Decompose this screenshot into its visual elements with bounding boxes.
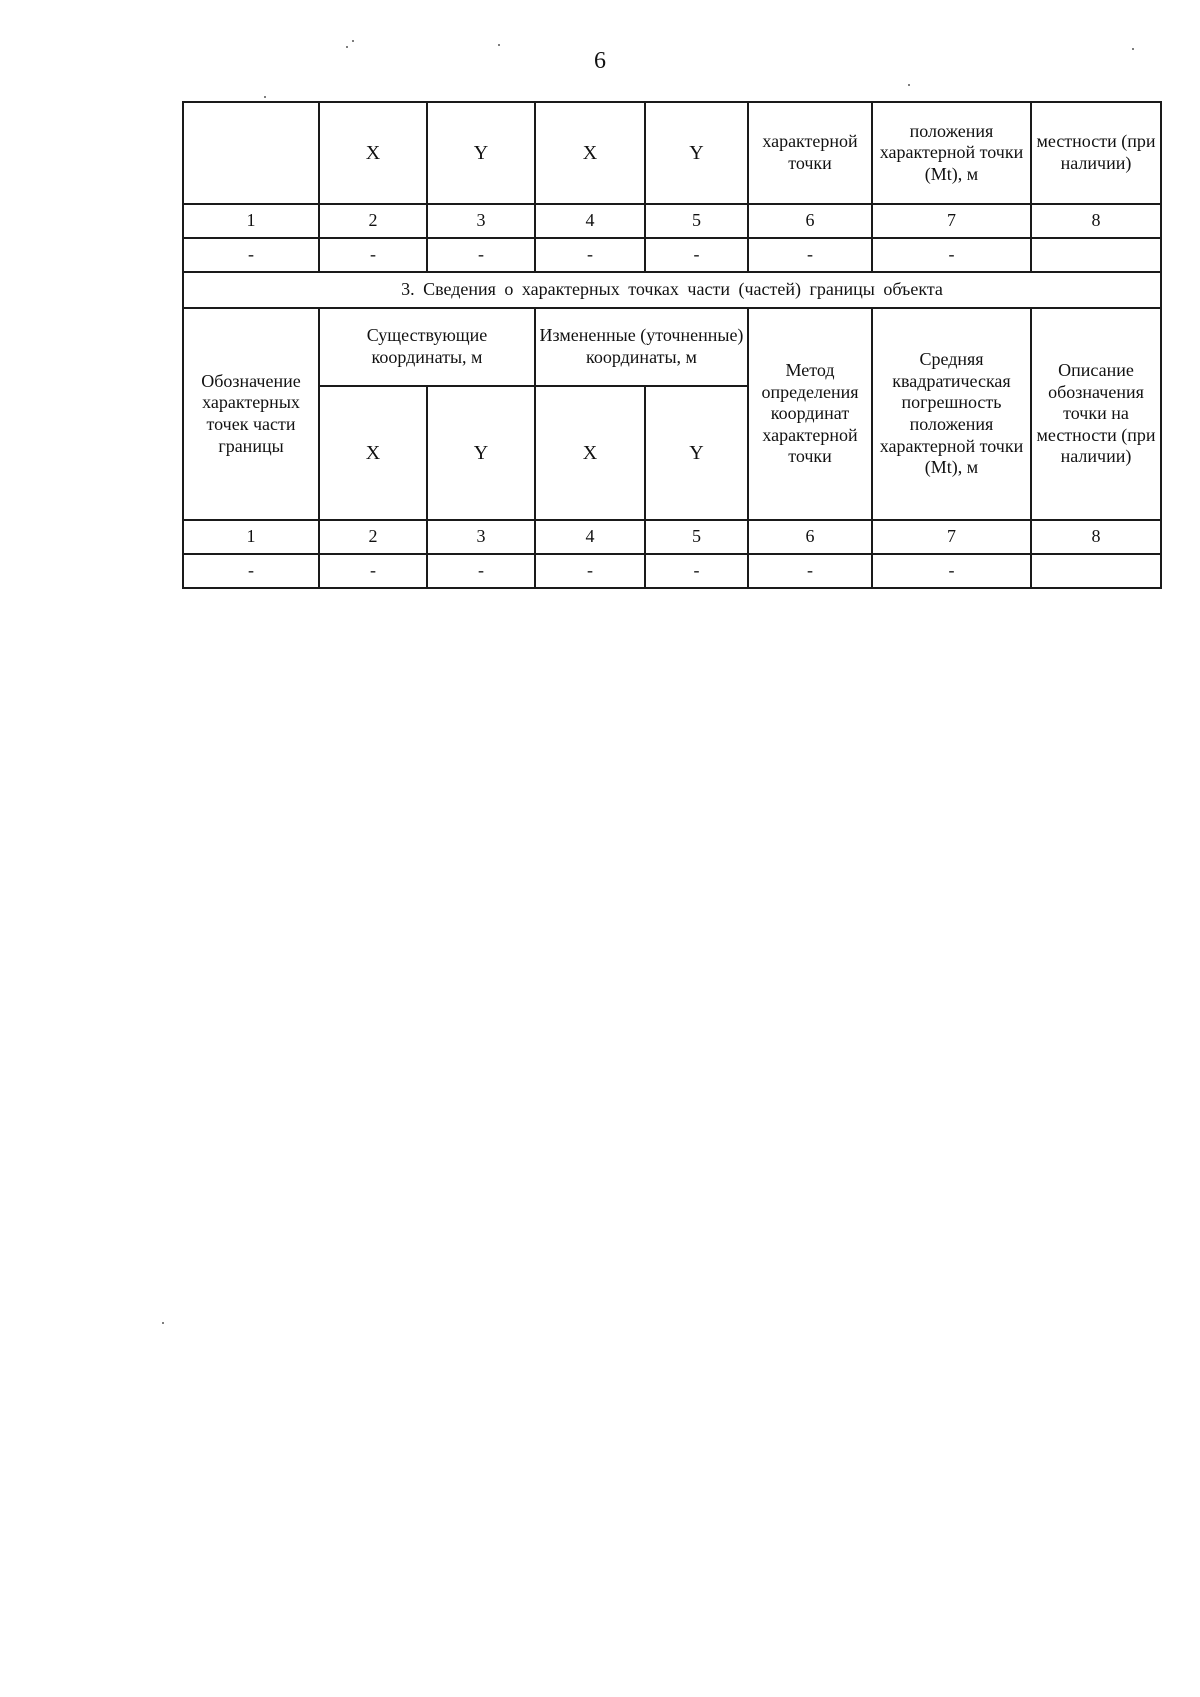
table1-header-cell: Y (427, 102, 535, 204)
scan-speck (1132, 48, 1134, 50)
column-number: 6 (748, 204, 872, 238)
changed-y-header: Y (645, 386, 748, 520)
column-number: 3 (427, 204, 535, 238)
table-cell: - (535, 554, 645, 588)
table-cell: - (183, 238, 319, 272)
table-cell: - (427, 554, 535, 588)
scan-speck (352, 40, 354, 42)
table1-header-cell: X (535, 102, 645, 204)
table1-number-row (183, 204, 1161, 238)
table-cell: - (645, 238, 748, 272)
column-number: 1 (183, 204, 319, 238)
column-number: 5 (645, 520, 748, 554)
section3-header-row (183, 308, 1161, 386)
section3-data-row (183, 554, 1161, 588)
table-cell: - (319, 554, 427, 588)
table-cell: - (872, 238, 1031, 272)
scan-speck (264, 96, 266, 98)
column-number: 1 (183, 520, 319, 554)
column-number: 2 (319, 520, 427, 554)
table-cell: - (535, 238, 645, 272)
table-cell: - (748, 238, 872, 272)
table1-data-row (183, 238, 1161, 272)
description-header: Описание обозначения точки на местности (при наличии) (1031, 308, 1161, 520)
page-number: 6 (594, 48, 606, 74)
section3-number-row (183, 520, 1161, 554)
scan-speck (162, 1322, 164, 1324)
column-number: 6 (748, 520, 872, 554)
designation-header: Обозначение характерных точек части границы (183, 308, 319, 520)
column-number: 2 (319, 204, 427, 238)
table1-header-cell: местности (при наличии) (1031, 102, 1161, 204)
table-cell: - (748, 554, 872, 588)
error-header: Средняя квадратическая погрешность положения характерной точки (Mt), м (872, 308, 1031, 520)
changed-coords-header: Измененные (уточненные) координаты, м (535, 308, 748, 386)
method-header: Метод определения координат характерной точки (748, 308, 872, 520)
table1-header-row (183, 102, 1161, 204)
table-cell: - (872, 554, 1031, 588)
scan-speck (908, 84, 910, 86)
column-number: 7 (872, 204, 1031, 238)
table-cell: - (427, 238, 535, 272)
column-number: 8 (1031, 520, 1161, 554)
column-number: 4 (535, 204, 645, 238)
table-cell (1031, 238, 1161, 272)
section3-title-row (183, 272, 1161, 308)
table1-header-cell: положения характерной точки (Mt), м (872, 102, 1031, 204)
table-cell: - (183, 554, 319, 588)
section3-title: 3. Сведения о характерных точках части (частей) границы объекта (183, 272, 1161, 308)
table-cell: - (319, 238, 427, 272)
scan-speck (498, 44, 500, 46)
column-number: 4 (535, 520, 645, 554)
existing-x-header: X (319, 386, 427, 520)
coordinates-table (182, 101, 1162, 589)
existing-coords-header: Существующие координаты, м (319, 308, 535, 386)
table1-header-cell: характерной точки (748, 102, 872, 204)
scan-speck (346, 46, 348, 48)
table1-header-cell: Y (645, 102, 748, 204)
column-number: 3 (427, 520, 535, 554)
changed-x-header: X (535, 386, 645, 520)
column-number: 7 (872, 520, 1031, 554)
table-cell: - (645, 554, 748, 588)
column-number: 8 (1031, 204, 1161, 238)
table1-header-cell: X (319, 102, 427, 204)
column-number: 5 (645, 204, 748, 238)
table1-header-cell (183, 102, 319, 204)
table-cell (1031, 554, 1161, 588)
existing-y-header: Y (427, 386, 535, 520)
